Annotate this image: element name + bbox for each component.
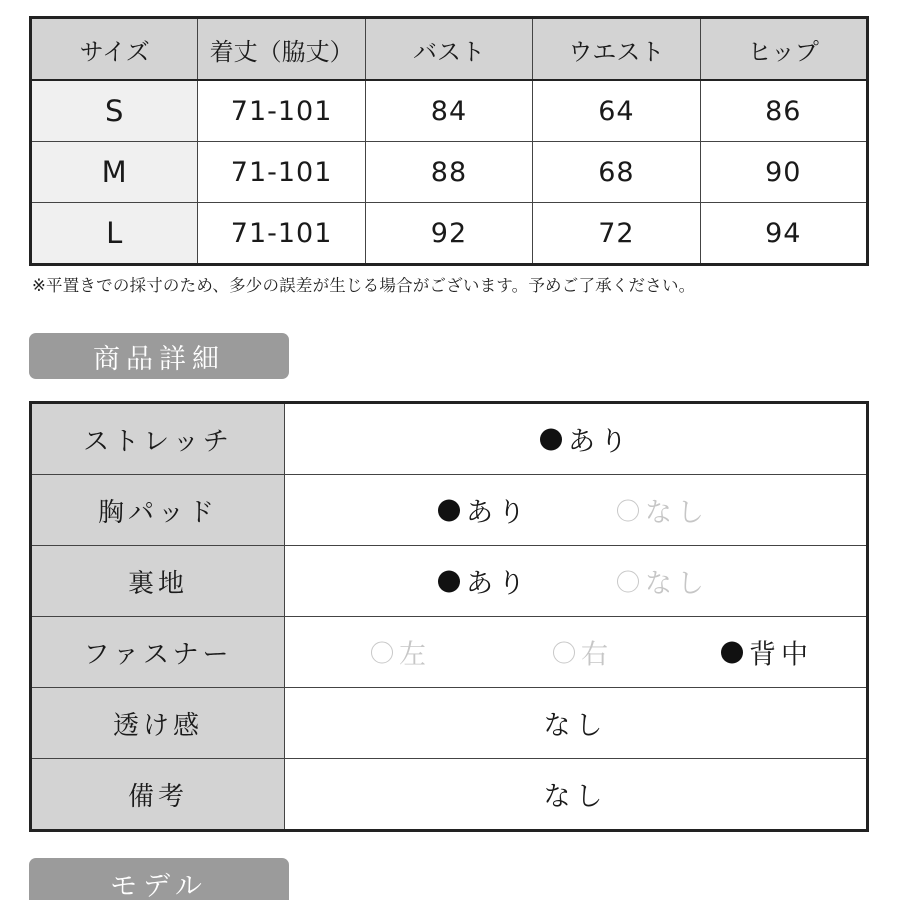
table-row [31, 203, 868, 265]
detail-row-zipper [31, 617, 868, 688]
section-title-model: モデル [29, 858, 289, 900]
measurement-note: ※平置きでの採寸のため、多少の誤差が生じる場合がございます。予めご了承ください。 [32, 276, 696, 295]
header-waist: ウエスト [533, 18, 700, 81]
length-value: 71-101 [198, 142, 365, 203]
hip-value: 94 [700, 203, 867, 265]
detail-row-lining [31, 546, 868, 617]
detail-value [285, 617, 868, 688]
empty-circle-icon [617, 570, 639, 592]
table-row [31, 80, 868, 142]
empty-circle-icon [617, 499, 639, 521]
option-label: あり [466, 568, 530, 600]
detail-label: 胸パッド [31, 475, 285, 546]
detail-value [285, 688, 868, 759]
option-selected [438, 562, 530, 601]
detail-value-text: なし [543, 710, 608, 742]
option-label: なし [645, 568, 709, 600]
bust-value: 88 [365, 142, 532, 203]
detail-label: ストレッチ [31, 403, 285, 475]
filled-circle-icon [438, 499, 460, 521]
size-label: S [31, 80, 198, 142]
filled-circle-icon [438, 570, 460, 592]
hip-value: 86 [700, 80, 867, 142]
detail-value [285, 759, 868, 831]
option-label: 左 [399, 639, 431, 671]
option-label: 右 [581, 639, 613, 671]
size-table [29, 16, 869, 266]
option-unselected [617, 562, 709, 601]
size-table-header-row [31, 18, 868, 81]
header-hip: ヒップ [700, 18, 867, 81]
empty-circle-icon [371, 641, 393, 663]
option-unselected [553, 633, 613, 672]
empty-circle-icon [553, 641, 575, 663]
detail-label: ファスナー [31, 617, 285, 688]
option-unselected [617, 491, 709, 530]
option-label: なし [645, 497, 709, 529]
waist-value: 68 [533, 142, 700, 203]
waist-value: 72 [533, 203, 700, 265]
option-selected [540, 420, 632, 459]
option-label: あり [466, 497, 530, 529]
header-length: 着丈（脇丈） [198, 18, 365, 81]
detail-value [285, 546, 868, 617]
filled-circle-icon [540, 428, 562, 450]
detail-row-stretch [31, 403, 868, 475]
hip-value: 90 [700, 142, 867, 203]
detail-row-bust-pad [31, 475, 868, 546]
length-value: 71-101 [198, 203, 365, 265]
option-selected [721, 633, 813, 672]
option-unselected [371, 633, 431, 672]
detail-label: 透け感 [31, 688, 285, 759]
option-label: 背中 [749, 639, 813, 671]
option-label: あり [568, 426, 632, 458]
detail-label: 裏地 [31, 546, 285, 617]
table-row [31, 142, 868, 203]
detail-row-remarks [31, 759, 868, 831]
detail-value-text: なし [543, 781, 608, 813]
detail-value [285, 475, 868, 546]
section-title-detail: 商品詳細 [29, 333, 289, 379]
length-value: 71-101 [198, 80, 365, 142]
option-selected [438, 491, 530, 530]
bust-value: 84 [365, 80, 532, 142]
detail-table [29, 401, 869, 832]
size-label: M [31, 142, 198, 203]
header-bust: バスト [365, 18, 532, 81]
detail-row-transparency [31, 688, 868, 759]
header-size: サイズ [31, 18, 198, 81]
bust-value: 92 [365, 203, 532, 265]
size-label: L [31, 203, 198, 265]
waist-value: 64 [533, 80, 700, 142]
filled-circle-icon [721, 641, 743, 663]
detail-value [285, 403, 868, 475]
detail-label: 備考 [31, 759, 285, 831]
